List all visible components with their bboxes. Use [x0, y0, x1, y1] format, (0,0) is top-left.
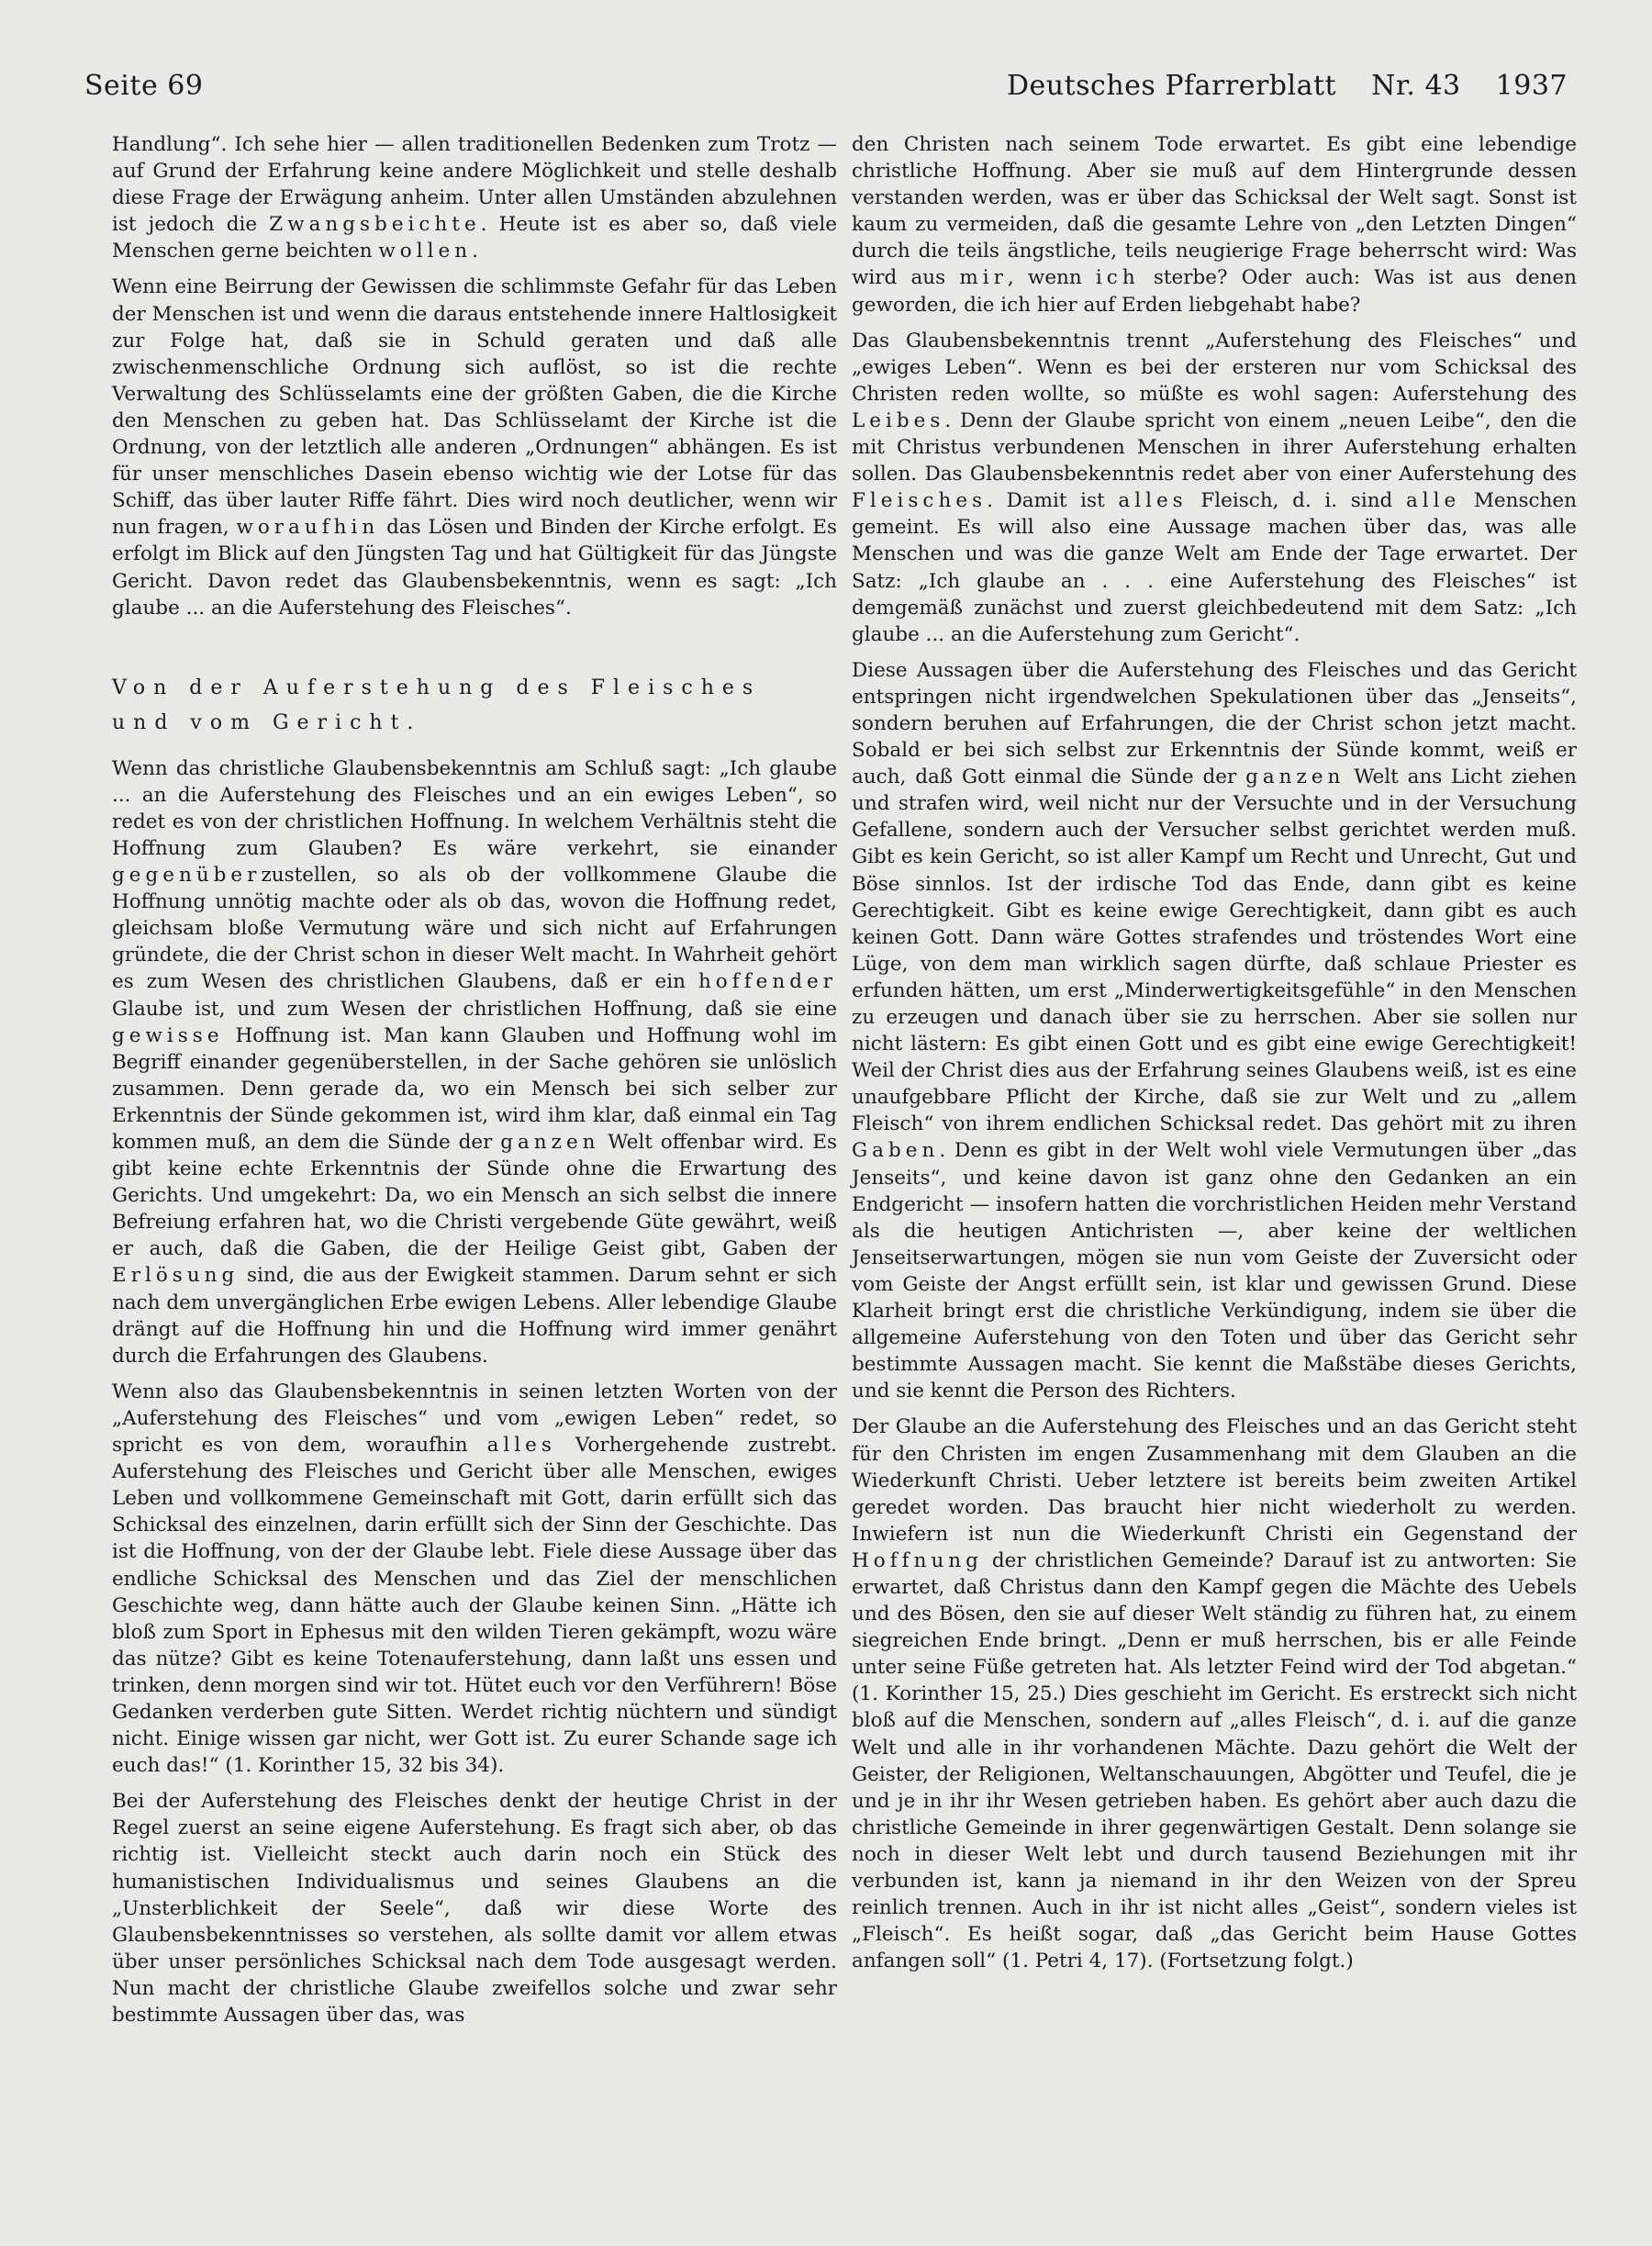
journal-title: Deutsches Pfarrerblatt	[1006, 70, 1337, 102]
paragraph: Wenn also das Glaubensbekenntnis in seinen letzten Worten von der „Auferstehung des Fleisches“ und vom „ewigen Leben“ redet, so spricht es von dem, woraufhin alles Vorhergehende zustrebt. Auferstehung des Fleisches und Gericht über alle Menschen, ewiges Leben und vollkommene Gemeinschaft mit Gott, darin erfüllt sich das Schicksal des einzelnen, darin erfüllt sich der Sinn der Geschichte. Das ist die Hoffnung, von der der Glaube lebt. Fiele diese Aussage über das endliche Schicksal des Menschen und das Ziel der menschlichen Geschichte weg, dann hätte auch der Glaube keinen Sinn. „Hätte ich bloß zum Sport in Ephesus mit den wilden Tieren gekämpft, wozu wäre das nütze? Gibt es keine Totenauferstehung, dann laßt uns essen und trinken, denn morgen sind wir tot. Hütet euch vor den Verführern! Böse Gedanken verderben gute Sitten. Werdet richtig nüchtern und sündigt nicht. Einige wissen gar nicht, wer Gott ist. Zu eurer Schande sage ich euch das!“ (1. Korinther 15, 32 bis 34).	[112, 1380, 837, 1778]
page-header	[84, 70, 1568, 110]
page-label: Seite 69	[84, 70, 204, 102]
paragraph: Handlung“. Ich sehe hier — allen traditionellen Bedenken zum Trotz — auf Grund der Erfahrung keine andere Möglichkeit und stelle deshalb diese Frage der Erwägung anheim. Unter allen Umständen abzulehnen ist jedoch die Zwangsbeichte. Heute ist es aber so, daß viele Menschen gerne beichten wollen.	[112, 133, 837, 263]
year: 1937	[1495, 70, 1568, 102]
right-column	[852, 131, 1577, 1983]
section-heading-line-2: und vom Gericht.	[112, 710, 422, 734]
paragraph: Das Glaubensbekenntnis trennt „Auferstehung des Fleisches“ und „ewiges Leben“. Wenn es bei der ersteren nur vom Schicksal des Christen reden wollte, so müßte es wohl sagen: Auferstehung des Leibes. Denn der Glaube spricht von einem „neuen Leibe“, den die mit Christus verbundenen Menschen in ihrer Auferstehung erhalten sollen. Das Glaubensbekenntnis redet aber von einer Auferstehung des Fleisches. Damit ist alles Fleisch, d. i. sind alle Menschen gemeint. Es will also eine Aussage machen über das, was alle Menschen und was die ganze Welt am Ende der Tage erwartet. Der Satz: „Ich glaube an . . . eine Auferstehung des Fleisches“ ist demgemäß zunächst und zuerst gleichbedeutend mit dem Satz: „Ich glaube ... an die Auferstehung zum Gericht“.	[852, 329, 1577, 646]
paragraph: Wenn das christliche Glaubensbekenntnis am Schluß sagt: „Ich glaube ... an die Auferstehung des Fleisches und an ein ewiges Leben“, so redet es von der christlichen Hoffnung. In welchem Verhältnis steht die Hoffnung zum Glauben? Es wäre verkehrt, sie einander gegenüberzustellen, so als ob der vollkommene Glaube die Hoffnung unnötig machte oder als ob das, wovon die Hoffnung redet, gleichsam bloße Vermutung wäre und sich nicht auf Erfahrungen gründete, die der Christ schon in dieser Welt macht. In Wahrheit gehört es zum Wesen des christlichen Glaubens, daß er ein hoffender Glaube ist, und zum Wesen der christlichen Hoffnung, daß sie eine gewisse Hoffnung ist. Man kann Glauben und Hoffnung wohl im Begriff einander gegenüberstellen, in der Sache gehören sie unlöslich zusammen. Denn gerade da, wo ein Mensch bei sich selber zur Erkenntnis der Sünde gekommen ist, wird ihm klar, daß einmal ein Tag kommen muß, an dem die Sünde der ganzen Welt offenbar wird. Es gibt keine echte Erkenntnis der Sünde ohne die Erwartung des Gerichts. Und umgekehrt: Da, wo ein Mensch an sich selbst die innere Befreiung erfahren hat, wo die Christi vergebende Güte gewährt, weiß er auch, daß die Gaben, die der Heilige Geist gibt, Gaben der Erlösung sind, die aus der Ewigkeit stammen. Darum sehnt er sich nach dem unvergänglichen Erbe ewigen Lebens. Aller lebendige Glaube drängt auf die Hoffnung hin und die Hoffnung wird immer genährt durch die Erfahrungen des Glaubens.	[112, 756, 838, 1368]
paragraph: Bei der Auferstehung des Fleisches denkt der heutige Christ in der Regel zuerst an seine eigene Auferstehung. Es fragt sich aber, ob das richtig ist. Vielleicht steckt auch darin noch ein Stück des humanistischen Individualismus und seines Glaubens an die „Unsterblichkeit der Seele“, daß wir diese Worte des Glaubensbekenntnisses so verstehen, als sollte damit vor allem etwas über unser persönliches Schicksal nach dem Tode ausgesagt werden. Nun macht der christliche Glaube zweifellos solche und zwar sehr bestimmte Aussagen über das, was	[112, 1790, 837, 2027]
section-heading	[112, 671, 837, 741]
paragraph: Diese Aussagen über die Auferstehung des Fleisches und das Gericht entspringen nicht irgendwelchen Spekulationen über das „Jenseits“, sondern beruhen auf Erfahrungen, die der Christ schon jetzt macht. Sobald er bei sich selbst zur Erkenntnis der Sünde kommt, weiß er auch, daß Gott einmal die Sünde der ganzen Welt ans Licht ziehen und strafen wird, weil nicht nur der Versuchte und in der Versuchung Gefallene, sondern auch der Versucher selbst gerichtet werden muß. Gibt es kein Gericht, so ist aller Kampf um Recht und Unrecht, Gut und Böse sinnlos. Ist der irdische Tod das Ende, dann gibt es keine Gerechtigkeit. Gibt es keine ewige Gerechtigkeit, dann gibt es auch keinen Gott. Dann wäre Gottes strafendes und tröstendes Wort eine Lüge, von dem man wirklich sagen dürfte, daß schlaue Priester es erfunden hätten, um erst „Minderwertigkeitsgefühle“ in den Menschen zu erzeugen und danach über sie zu herrschen. Aber sie sollen nur nicht lästern: Es gibt einen Gott und es gibt eine ewige Gerechtigkeit! Weil der Christ dies aus der Erfahrung seines Glaubens weiß, ist es eine unaufgebbare Pflicht der Kirche, daß sie zur Welt und zu „allem Fleisch“ von ihrem endlichen Schicksal redet. Das gehört mit zu ihren Gaben. Denn es gibt in der Welt wohl viele Vermutungen über „das Jenseits“, und keine davon ist ganz ohne den Gedanken an ein Endgericht — insofern hatten die vorchristlichen Heiden mehr Verstand als die heutigen Antichristen —, aber keine der weltlichen Jenseitserwartungen, mögen sie nun vom Geiste der Zuversicht oder vom Geiste der Angst erfüllt sein, ist klar und gewissen Grund. Diese Klarheit bringt erst die christliche Verkündigung, indem sie über die allgemeine Auferstehung von den Toten und über das Gericht sehr bestimmte Aussagen macht. Sie kennt die Maßstäbe dieses Gerichts, und sie kennt die Person des Richters.	[852, 658, 1577, 1403]
left-column	[112, 131, 837, 2038]
issue-number: Nr. 43	[1371, 70, 1461, 102]
paragraph: Der Glaube an die Auferstehung des Fleisches und an das Gericht steht für den Christen im engen Zusammenhang mit dem Glauben an die Wiederkunft Christi. Ueber letztere ist bereits beim zweiten Artikel geredet worden. Das braucht hier nicht wiederholt zu werden. Inwiefern ist nun die Wiederkunft Christi ein Gegenstand der Hoffnung der christlichen Gemeinde? Darauf ist zu antworten: Sie erwartet, daß Christus dann den Kampf gegen die Mächte des Uebels und des Bösen, den sie auf dieser Welt ständig zu führen hat, zu einem siegreichen Ende bringt. „Denn er muß herrschen, bis er alle Feinde unter seine Füße getreten hat. Als letzter Feind wird der Tod abgetan.“ (1. Korinther 15, 25.) Dies geschieht im Gericht. Es erstreckt sich nicht bloß auf die Menschen, sondern auf „alles Fleisch“, d. i. auf die ganze Welt und alle in ihr vorhandenen Mächte. Dazu gehört die Welt der Geister, der Religionen, Weltanschauungen, Abgötter und Teufel, die je und je in ihr ihr Wesen getrieben haben. Es gehört aber auch dazu die christliche Gemeinde in ihrer gegenwärtigen Gestalt. Denn solange sie noch in dieser Welt lebt und durch tausend Beziehungen mit ihr verbunden ist, kann ja niemand in ihr den Weizen von der Spreu reinlich trennen. Auch in ihr ist nicht alles „Geist“, sondern vieles ist „Fleisch“. Es heißt sogar, daß „das Gericht beim Hause Gottes anfangen soll“ (1. Petri 4, 17). (Fortsetzung folgt.)	[852, 1415, 1577, 1973]
paragraph: Wenn eine Beirrung der Gewissen die schlimmste Gefahr für das Leben der Menschen ist und wenn die daraus entstehende innere Haltlosigkeit zur Folge hat, daß sie in Schuld geraten und daß alle zwischenmenschliche Ordnung sich auflöst, so ist die rechte Verwaltung des Schlüsselamts eine der größten Gaben, die die Kirche den Menschen zu geben hat. Das Schlüsselamt der Kirche ist die Ordnung, von der letztlich alle anderen „Ordnungen“ abhängen. Es ist für unser menschliches Dasein ebenso wichtig wie der Lotse für das Schiff, das über lauter Riffe fährt. Dies wird noch deutlicher, wenn wir nun fragen, woraufhin das Lösen und Binden der Kirche erfolgt. Es erfolgt im Blick auf den Jüngsten Tag und hat Gültigkeit für das Jüngste Gericht. Davon redet das Glaubensbekenntnis, wenn es sagt: „Ich glaube ... an die Auferstehung des Fleisches“.	[112, 275, 838, 620]
section-heading-line-1: Von der Auferstehung des Fleisches	[112, 676, 762, 699]
paragraph: den Christen nach seinem Tode erwartet. Es gibt eine lebendige christliche Hoffnung. Aber sie muß auf dem Hintergrunde dessen verstanden werden, was er über das Schicksal der Welt sagt. Sonst ist kaum zu vermeiden, daß die gesamte Lehre von „den Letzten Dingen“ durch die teils ängstliche, teils neugierige Frage beherrscht wird: Was wird aus mir, wenn ich sterbe? Oder auch: Was ist aus denen geworden, die ich hier auf Erden liebgehabt habe?	[852, 133, 1578, 317]
journal-info	[972, 70, 1568, 102]
